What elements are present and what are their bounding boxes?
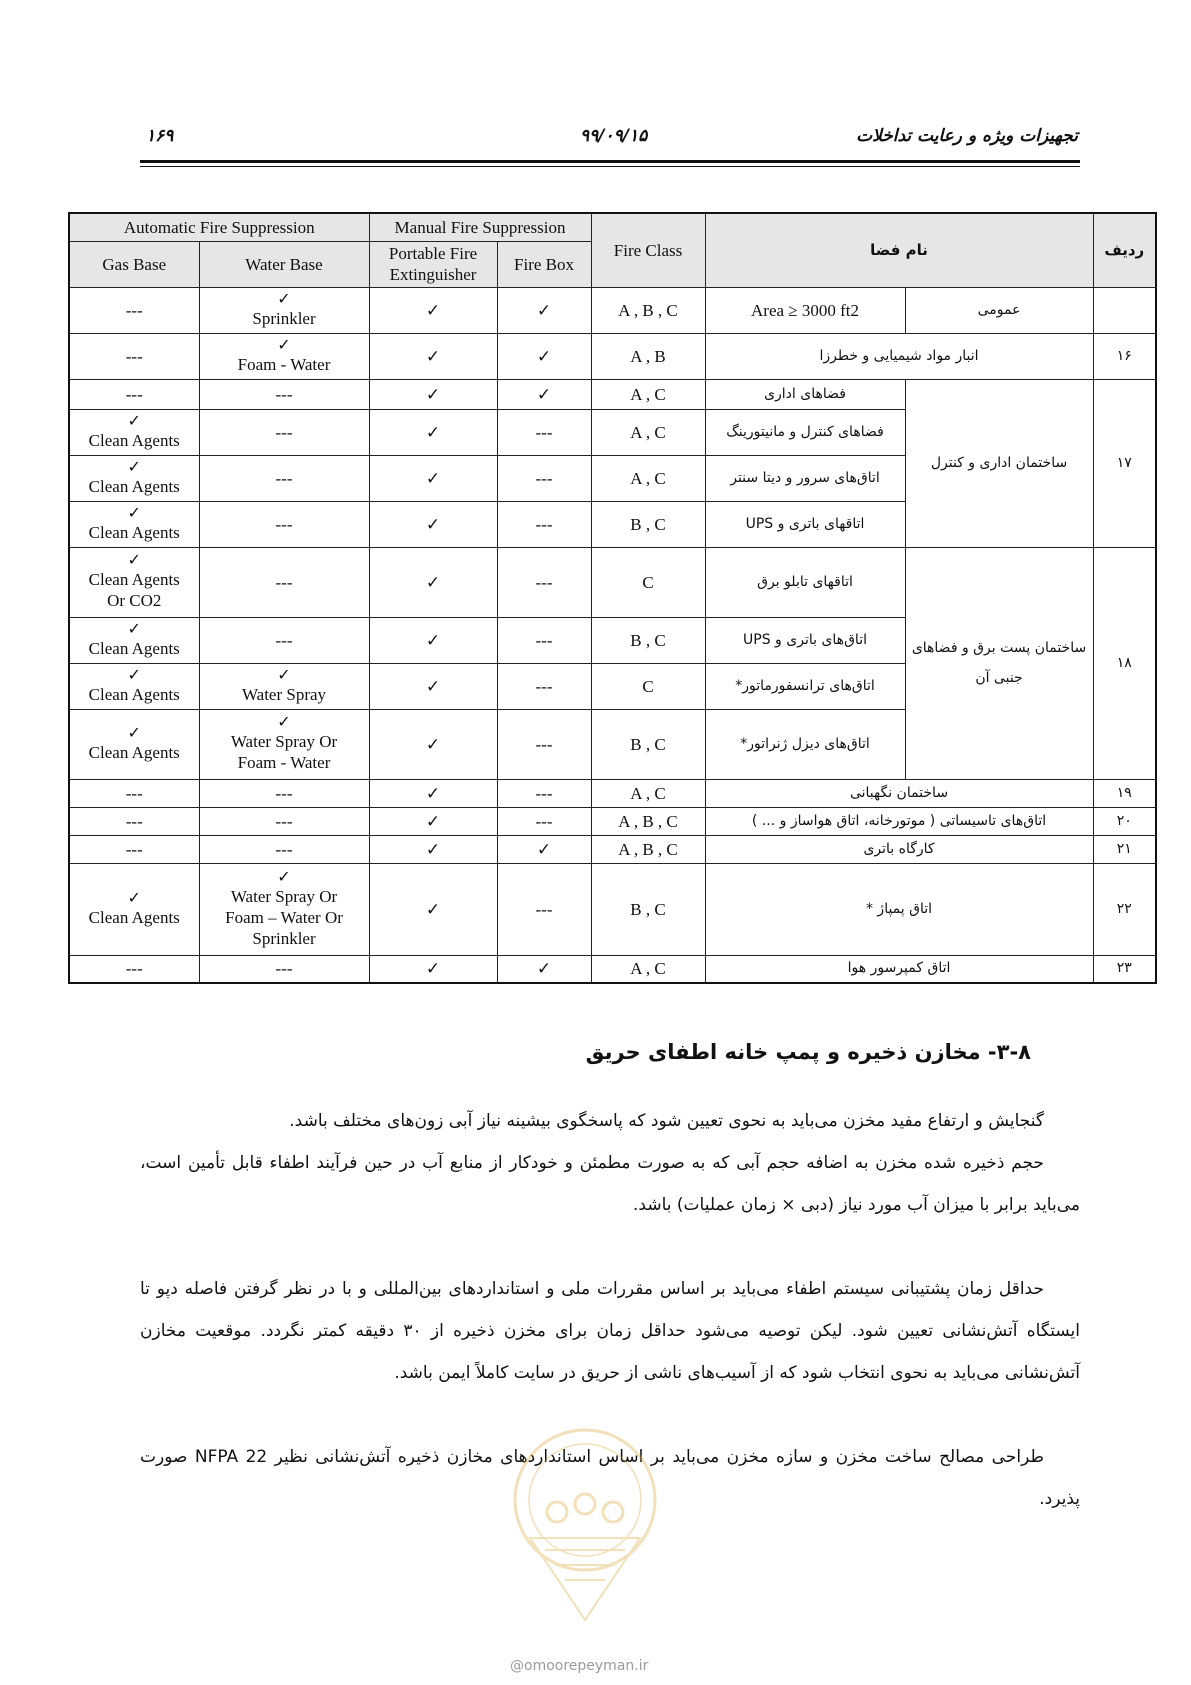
space-name-cell: انبار مواد شیمیایی و خطرزا bbox=[705, 333, 1093, 379]
fire-class-cell: A , B , C bbox=[591, 835, 705, 863]
check-icon: ✓ bbox=[127, 889, 141, 907]
portable-cell: ✓ bbox=[369, 379, 497, 409]
check-icon: ✓ bbox=[127, 666, 141, 684]
fire-class-cell: A , B , C bbox=[591, 807, 705, 835]
header-rule-thick bbox=[140, 160, 1080, 163]
paragraph-2: حجم ذخیره شده مخزن به اضافه حجم آبی که به صورت مطمئن و خودکار از منابع آب در حین فرآیند اطفاء قابل تأمین است، می‌باید برابر با میزان آب مورد نیاز (دبی × زمان عملیات) باشد. bbox=[140, 1153, 1080, 1215]
header-water-base: Water Base bbox=[199, 241, 369, 287]
firebox-cell: --- bbox=[497, 455, 591, 501]
space-name-cell: کارگاه باتری bbox=[705, 835, 1093, 863]
header-title: تجهیزات ویژه و رعایت تداخلات bbox=[856, 126, 1078, 146]
check-icon: ✓ bbox=[127, 412, 141, 430]
firebox-cell: --- bbox=[497, 617, 591, 663]
group-name-cell: ساختمان اداری و کنترل bbox=[905, 379, 1093, 547]
space-name-cell: اتاق پمپاژ * bbox=[705, 863, 1093, 955]
firebox-cell: --- bbox=[497, 501, 591, 547]
gas-cell: ✓ Clean Agents bbox=[69, 501, 199, 547]
portable-cell: ✓ bbox=[369, 455, 497, 501]
row-number-cell: ۱۶ bbox=[1093, 333, 1156, 379]
check-icon: ✓ bbox=[127, 724, 141, 742]
portable-cell: ✓ bbox=[369, 835, 497, 863]
gas-cell: --- bbox=[69, 835, 199, 863]
firebox-cell: ✓ bbox=[497, 955, 591, 983]
space-name-cell: اتاق‌های ترانسفورماتور* bbox=[705, 663, 905, 709]
paragraph-1: گنجایش و ارتفاع مفید مخزن می‌باید به نحوی تعیین شود که پاسخگوی بیشینه نیاز آبی زون‌های مختلف باشد. bbox=[289, 1111, 1044, 1131]
row-number-cell: ۱۷ bbox=[1093, 379, 1156, 547]
fire-class-cell: C bbox=[591, 663, 705, 709]
portable-cell: ✓ bbox=[369, 617, 497, 663]
watermark-seal-icon bbox=[495, 1420, 675, 1660]
header-gas-base: Gas Base bbox=[69, 241, 199, 287]
check-icon: ✓ bbox=[127, 504, 141, 522]
water-cell: --- bbox=[199, 835, 369, 863]
water-cell: --- bbox=[199, 455, 369, 501]
portable-cell: ✓ bbox=[369, 287, 497, 333]
header-date: ۹۹/۰۹/۱۵ bbox=[580, 126, 648, 146]
header-manual: Manual Fire Suppression bbox=[369, 213, 591, 241]
portable-cell: ✓ bbox=[369, 333, 497, 379]
space-name-cell: ساختمان نگهبانی bbox=[705, 779, 1093, 807]
row-number-cell bbox=[1093, 287, 1156, 333]
gas-cell: --- bbox=[69, 333, 199, 379]
water-cell: ✓ Water Spray bbox=[199, 663, 369, 709]
gas-cell: --- bbox=[69, 807, 199, 835]
water-cell: --- bbox=[199, 501, 369, 547]
check-icon: ✓ bbox=[277, 714, 291, 731]
gas-cell: --- bbox=[69, 779, 199, 807]
space-name-cell: اتاقهای باتری و UPS bbox=[705, 501, 905, 547]
portable-cell: ✓ bbox=[369, 863, 497, 955]
row-number-cell: ۲۰ bbox=[1093, 807, 1156, 835]
firebox-cell: --- bbox=[497, 807, 591, 835]
check-icon: ✓ bbox=[127, 458, 141, 476]
table-header-row bbox=[69, 213, 1156, 241]
gas-cell: ✓ Clean Agents Or CO2 bbox=[69, 547, 199, 617]
group-name-cell: ساختمان پست برق و فضاهای جنبی آن bbox=[905, 547, 1093, 779]
table-row bbox=[69, 835, 1156, 863]
portable-cell: ✓ bbox=[369, 779, 497, 807]
table-row bbox=[69, 547, 1156, 617]
table-row bbox=[69, 779, 1156, 807]
water-cell: --- bbox=[199, 379, 369, 409]
gas-cell: ✓ Clean Agents bbox=[69, 617, 199, 663]
fire-suppression-table bbox=[68, 212, 1157, 984]
portable-cell: ✓ bbox=[369, 709, 497, 779]
table-row bbox=[69, 955, 1156, 983]
water-cell: --- bbox=[199, 617, 369, 663]
fire-class-cell: A , C bbox=[591, 409, 705, 455]
portable-cell: ✓ bbox=[369, 409, 497, 455]
watermark-text: @omoorepeyman.ir bbox=[510, 1658, 649, 1674]
firebox-cell: --- bbox=[497, 779, 591, 807]
header-space-name: نام فضا bbox=[705, 213, 1093, 287]
firebox-cell: --- bbox=[497, 547, 591, 617]
portable-cell: ✓ bbox=[369, 807, 497, 835]
firebox-cell: ✓ bbox=[497, 333, 591, 379]
header-fire-class: Fire Class bbox=[591, 213, 705, 287]
space-name-cell: اتاقهای تابلو برق bbox=[705, 547, 905, 617]
section-heading: ۳-۸- مخازن ذخیره و پمپ خانه اطفای حریق bbox=[585, 1040, 1031, 1064]
gas-cell: ✓ Clean Agents bbox=[69, 709, 199, 779]
table-row bbox=[69, 807, 1156, 835]
header-rule-thin bbox=[140, 166, 1080, 167]
space-name-cell: اتاق‌های سرور و دیتا سنتر bbox=[705, 455, 905, 501]
fire-class-cell: B , C bbox=[591, 501, 705, 547]
row-number-cell: ۱۸ bbox=[1093, 547, 1156, 779]
portable-cell: ✓ bbox=[369, 663, 497, 709]
space-name-cell: اتاق‌های باتری و UPS bbox=[705, 617, 905, 663]
paragraph-4: طراحی مصالح ساخت مخزن و سازه مخزن می‌باید بر اساس استانداردهای مخازن ذخیره آتش‌نشانی نظیر NFPA 22 صورت پذیرد. bbox=[140, 1447, 1080, 1509]
water-cell: ✓ Water Spray Or Foam – Water Or Sprinkler bbox=[199, 863, 369, 955]
fire-class-cell: B , C bbox=[591, 617, 705, 663]
firebox-cell: --- bbox=[497, 409, 591, 455]
table-row bbox=[69, 379, 1156, 409]
fire-class-cell: A , B , C bbox=[591, 287, 705, 333]
water-cell: ✓ Sprinkler bbox=[199, 287, 369, 333]
firebox-cell: ✓ bbox=[497, 287, 591, 333]
firebox-cell: --- bbox=[497, 863, 591, 955]
table-row bbox=[69, 287, 1156, 333]
water-cell: --- bbox=[199, 547, 369, 617]
check-icon: ✓ bbox=[277, 666, 291, 684]
space-name-cell: فضاهای کنترل و مانیتورینگ bbox=[705, 409, 905, 455]
firebox-cell: ✓ bbox=[497, 379, 591, 409]
fire-class-cell: C bbox=[591, 547, 705, 617]
water-cell: --- bbox=[199, 409, 369, 455]
gas-cell: --- bbox=[69, 379, 199, 409]
fire-class-cell: A , B bbox=[591, 333, 705, 379]
space-name-cell: عمومی bbox=[905, 287, 1093, 333]
check-icon: ✓ bbox=[277, 868, 291, 886]
area-cell: Area ≥ 3000 ft2 bbox=[705, 287, 905, 333]
row-number-cell: ۲۲ bbox=[1093, 863, 1156, 955]
gas-cell: --- bbox=[69, 287, 199, 333]
water-cell: --- bbox=[199, 807, 369, 835]
page-number: ۱۶۹ bbox=[146, 126, 174, 146]
gas-cell: ✓ Clean Agents bbox=[69, 409, 199, 455]
check-icon: ✓ bbox=[277, 290, 291, 308]
header-row-number: ردیف bbox=[1093, 213, 1156, 287]
header-fire-box: Fire Box bbox=[497, 241, 591, 287]
paragraph-3: حداقل زمان پشتیبانی سیستم اطفاء می‌باید بر اساس مقررات ملی و استانداردهای بین‌المللی و با در نظر گرفتن فاصله دپو تا ایستگاه آتش‌نشانی تعیین شود. لیکن توصیه می‌شود حداقل زمان برای مخزن ذخیره از ۳۰ دقیقه کمتر نگردد. موقعیت مخازن آتش‌نشانی می‌باید به نحوی انتخاب شود که از آسیب‌های ناشی از حریق در سایت کاملاً ایمن باشد. bbox=[140, 1279, 1080, 1383]
firebox-cell: ✓ bbox=[497, 835, 591, 863]
check-icon: ✓ bbox=[127, 552, 141, 569]
fire-class-cell: A , C bbox=[591, 779, 705, 807]
table-row bbox=[69, 333, 1156, 379]
row-number-cell: ۲۳ bbox=[1093, 955, 1156, 983]
fire-class-cell: B , C bbox=[591, 709, 705, 779]
firebox-cell: --- bbox=[497, 709, 591, 779]
gas-cell: ✓ Clean Agents bbox=[69, 663, 199, 709]
portable-cell: ✓ bbox=[369, 547, 497, 617]
space-name-cell: اتاق‌های تاسیساتی ( موتورخانه، اتاق هواساز و ... ) bbox=[705, 807, 1093, 835]
water-cell: ✓ Water Spray Or Foam - Water bbox=[199, 709, 369, 779]
portable-cell: ✓ bbox=[369, 955, 497, 983]
header-automatic: Automatic Fire Suppression bbox=[69, 213, 369, 241]
fire-class-cell: B , C bbox=[591, 863, 705, 955]
firebox-cell: --- bbox=[497, 663, 591, 709]
gas-cell: ✓ Clean Agents bbox=[69, 863, 199, 955]
fire-class-cell: A , C bbox=[591, 955, 705, 983]
water-cell: --- bbox=[199, 955, 369, 983]
fire-class-cell: A , C bbox=[591, 379, 705, 409]
gas-cell: ✓ Clean Agents bbox=[69, 455, 199, 501]
space-name-cell: فضاهای اداری bbox=[705, 379, 905, 409]
page-header bbox=[140, 126, 1080, 156]
gas-cell: --- bbox=[69, 955, 199, 983]
space-name-cell: اتاق کمپرسور هوا bbox=[705, 955, 1093, 983]
row-number-cell: ۲۱ bbox=[1093, 835, 1156, 863]
space-name-cell: اتاق‌های دیزل ژنراتور* bbox=[705, 709, 905, 779]
water-cell: ✓ Foam - Water bbox=[199, 333, 369, 379]
check-icon: ✓ bbox=[277, 336, 291, 354]
table-row bbox=[69, 863, 1156, 955]
check-icon: ✓ bbox=[127, 620, 141, 638]
water-cell: --- bbox=[199, 779, 369, 807]
portable-cell: ✓ bbox=[369, 501, 497, 547]
fire-class-cell: A , C bbox=[591, 455, 705, 501]
row-number-cell: ۱۹ bbox=[1093, 779, 1156, 807]
header-portable-extinguisher: Portable Fire Extinguisher bbox=[369, 241, 497, 287]
